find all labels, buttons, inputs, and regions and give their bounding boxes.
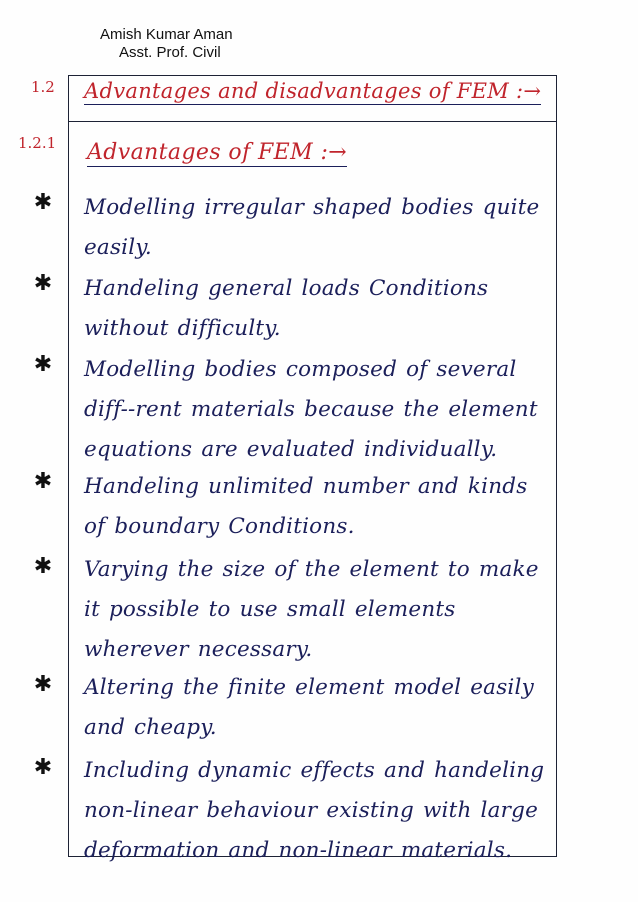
list-item: Modelling irregular shaped bodies quite easily. [84,195,540,260]
asterisk-icon: ✱ [33,755,53,780]
subsection-heading: Advantages of FEM :→ [87,140,348,165]
asterisk-icon: ✱ [33,554,53,579]
list-item: Modelling bodies composed of several diff--rent materials because the element equations are evaluated individually. [84,357,538,462]
heading-divider [68,121,557,122]
subsection-number: 1.2.1 [18,134,57,152]
section-number: 1.2 [31,78,55,96]
asterisk-icon: ✱ [33,271,53,296]
section-heading: Advantages and disadvantages of FEM :→ [84,79,542,103]
asterisk-icon: ✱ [33,469,53,494]
asterisk-icon: ✱ [33,190,53,215]
list-item: Handeling general loads Conditions without difficulty. [84,276,489,341]
list-item: Handeling unlimited number and kinds of boundary Conditions. [84,474,528,539]
author-name: Amish Kumar Aman [100,26,233,43]
asterisk-icon: ✱ [33,352,53,377]
list-item: Altering the finite element model easily and cheapy. [84,675,534,740]
author-title: Asst. Prof. Civil [119,44,221,61]
list-item: Varying the size of the element to make it possible to use small elements wherever necessary. [84,557,539,662]
asterisk-icon: ✱ [33,672,53,697]
list-item: Including dynamic effects and handeling non-linear behaviour existing with large deformation and non-linear materials. [84,758,545,863]
